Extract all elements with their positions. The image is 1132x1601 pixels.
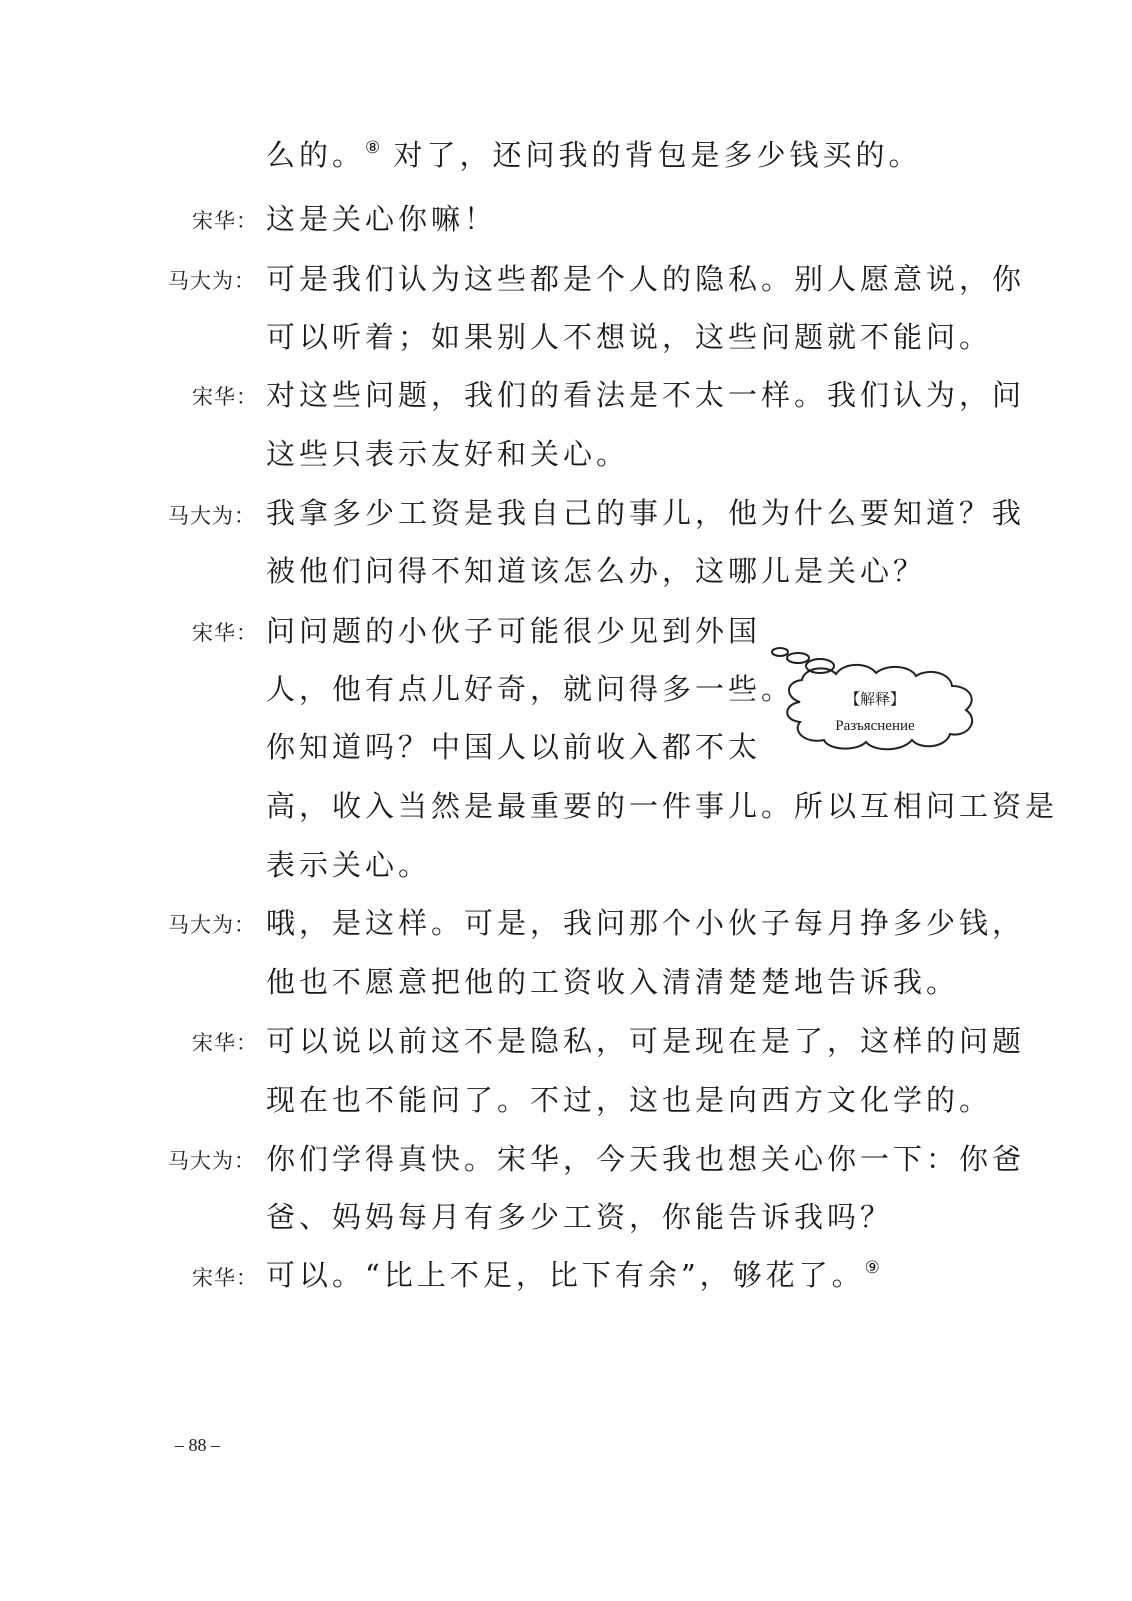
dialogue-text: 么的。 bbox=[266, 138, 366, 172]
dialogue-line: 问问题的小伙子可能很少见到外国 bbox=[266, 614, 762, 648]
dialogue-text: 可以。“比上不足，比下有余”，够花了。 bbox=[266, 1258, 865, 1292]
dialogue-line: 我拿多少工资是我自己的事儿，他为什么要知道？我 bbox=[266, 496, 1026, 530]
page-number: – 88 – bbox=[175, 1435, 220, 1455]
dialogue-line: 被他们问得不知道该怎么办，这哪儿是关心？ bbox=[266, 554, 927, 588]
dialogue-line: 这些只表示友好和关心。 bbox=[266, 437, 630, 471]
speaker-label: 宋华： bbox=[192, 621, 258, 645]
dialogue-line: 哦，是这样。可是，我问那个小伙子每月挣多少钱， bbox=[266, 906, 1026, 940]
speaker-label: 马大为： bbox=[168, 269, 256, 293]
explanation-bubble bbox=[770, 640, 985, 755]
dialogue-line: 他也不愿意把他的工资收入清清楚楚地告诉我。 bbox=[266, 965, 960, 999]
dialogue-line: 现在也不能问了。不过，这也是向西方文化学的。 bbox=[266, 1083, 993, 1117]
dialogue-line bbox=[266, 133, 922, 174]
dialogue-text: 对了，还问我的背包是多少钱买的。 bbox=[380, 138, 922, 172]
bubble-title: 【解释】 bbox=[844, 690, 905, 708]
speaker-label: 宋华： bbox=[192, 1266, 258, 1290]
speaker-label: 宋华： bbox=[192, 209, 258, 233]
dialogue-line: 表示关心。 bbox=[266, 848, 432, 882]
speaker-label: 宋华： bbox=[192, 1031, 258, 1055]
dialogue-line: 可以听着；如果别人不想说，这些问题就不能问。 bbox=[266, 320, 993, 354]
dialogue-line: 人，他有点儿好奇，就问得多一些。 bbox=[266, 672, 795, 706]
dialogue-line: 你知道吗？中国人以前收入都不太 bbox=[266, 730, 762, 764]
dialogue-line: 爸、妈妈每月有多少工资，你能告诉我吗？ bbox=[266, 1200, 894, 1234]
footnote-marker: ⑧ bbox=[365, 138, 381, 158]
dialogue-line: 这是关心你嘛！ bbox=[266, 202, 498, 236]
dialogue-line: 你们学得真快。宋华，今天我也想关心你一下：你爸 bbox=[266, 1142, 1026, 1176]
dialogue-line: 可是我们认为这些都是个人的隐私。别人愿意说，你 bbox=[266, 262, 1026, 296]
dialogue-line bbox=[266, 1253, 880, 1294]
dialogue-line: 可以说以前这不是隐私，可是现在是了，这样的问题 bbox=[266, 1024, 1026, 1058]
bubble-subtitle: Разъяснение bbox=[835, 718, 915, 734]
dialogue-line: 对这些问题，我们的看法是不太一样。我们认为，问 bbox=[266, 378, 1026, 412]
speaker-label: 马大为： bbox=[168, 1149, 256, 1173]
speaker-label: 宋华： bbox=[192, 385, 258, 409]
speaker-label: 马大为： bbox=[168, 504, 256, 528]
speaker-label: 马大为： bbox=[168, 913, 256, 937]
dialogue-line: 高，收入当然是最重要的一件事儿。所以互相问工资是 bbox=[266, 789, 1059, 823]
footnote-marker: ⑨ bbox=[864, 1258, 880, 1278]
